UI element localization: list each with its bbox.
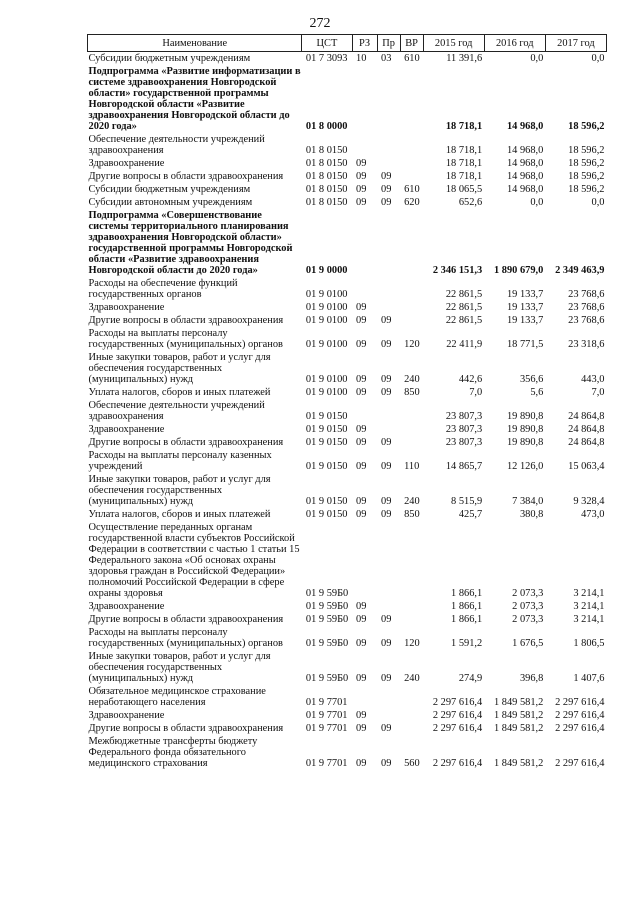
- cell-vr: [400, 399, 423, 423]
- cell-2017: 18 596,2: [568, 171, 605, 182]
- cell-rz: 09: [356, 315, 367, 326]
- cell-2017: 3 214,1: [573, 614, 605, 625]
- cell-name: Осуществление переданных органам государственной власти субъектов Российской Федерации в соответствии с частью 1 статьи 15 Федерального закона «Об основах охраны здоровья граждан в Российской Федерации» полномочий Российской Федерации в сфере охраны здоровья: [88, 522, 300, 599]
- cell-2015: 1 866,1: [451, 588, 483, 599]
- cell-2016: 380,8: [519, 509, 544, 520]
- cell-name: Расходы на выплаты персоналу государственных (муниципальных) органов: [88, 328, 283, 350]
- cell-cst: 01 9 59Б0: [305, 673, 349, 684]
- cell-name: Другие вопросы в области здравоохранения: [88, 723, 284, 734]
- cell-name: Субсидии бюджетным учреждениям: [88, 53, 251, 64]
- cell-2017: 2 297 616,4: [555, 697, 605, 708]
- cell-2017: 3 214,1: [573, 601, 605, 612]
- cell-rz: [352, 399, 377, 423]
- cell-name: Здравоохранение: [88, 158, 165, 169]
- table-row: [88, 735, 607, 770]
- cell-2017: 1 407,6: [573, 673, 605, 684]
- cell-2017: 23 768,6: [568, 302, 605, 313]
- cell-name: Уплата налогов, сборов и иных платежей: [88, 509, 271, 520]
- cell-cst: 01 9 0100: [305, 289, 348, 300]
- cell-2015: 22 861,5: [445, 289, 483, 300]
- table-row: [88, 722, 607, 735]
- cell-2016: 19 890,8: [506, 437, 544, 448]
- cell-2016: 396,8: [519, 673, 544, 684]
- cell-vr: [400, 133, 423, 157]
- table-row: [88, 626, 607, 650]
- cell-vr: 240: [404, 673, 420, 684]
- cell-2016: 18 771,5: [506, 339, 544, 350]
- cell-vr: 850: [404, 509, 420, 520]
- cell-name: Иные закупки товаров, работ и услуг для обеспечения государственных (муниципальных) нужд: [88, 474, 271, 507]
- cell-rz: [352, 65, 377, 133]
- cell-name: Здравоохранение: [88, 601, 165, 612]
- table-row: [88, 508, 607, 521]
- cell-pr: 09: [381, 171, 392, 182]
- cell-rz: 09: [356, 184, 367, 195]
- cell-rz: 09: [356, 339, 367, 350]
- cell-name: Субсидии бюджетным учреждениям: [88, 184, 251, 195]
- header-rz: РЗ: [352, 35, 377, 52]
- cell-2016: 0,0: [530, 53, 544, 64]
- cell-vr: [400, 157, 423, 170]
- cell-cst: 01 9 59Б0: [305, 614, 349, 625]
- cell-2015: 2 297 616,4: [432, 710, 483, 721]
- cell-cst: 01 9 0100: [305, 374, 348, 385]
- cell-2017: 3 214,1: [573, 588, 605, 599]
- cell-2016: 14 968,0: [506, 145, 544, 156]
- cell-vr: [400, 722, 423, 735]
- cell-2015: 425,7: [458, 509, 483, 520]
- table-row: [88, 133, 607, 157]
- header-row: [88, 35, 607, 52]
- cell-cst: 01 9 59Б0: [305, 601, 349, 612]
- cell-cst: 01 9 0150: [305, 437, 348, 448]
- cell-rz: 09: [356, 710, 367, 721]
- cell-2016: 2 073,3: [512, 588, 544, 599]
- cell-vr: 560: [404, 758, 420, 769]
- table-row: [88, 473, 607, 508]
- table-row: [88, 157, 607, 170]
- cell-2017: 18 596,2: [568, 158, 605, 169]
- cell-2017: 2 297 616,4: [555, 758, 605, 769]
- cell-name: Обеспечение деятельности учреждений здравоохранения: [88, 134, 265, 156]
- cell-pr: 09: [381, 315, 392, 326]
- cell-vr: 610: [404, 53, 420, 64]
- cell-rz: 09: [356, 723, 367, 734]
- cell-pr: 09: [381, 374, 392, 385]
- cell-2015: 18 065,5: [445, 184, 483, 195]
- cell-name: Расходы на выплаты персоналу государственных (муниципальных) органов: [88, 627, 283, 649]
- cell-2017: 24 864,8: [568, 437, 605, 448]
- table-row: [88, 170, 607, 183]
- header-pr: Пр: [377, 35, 400, 52]
- cell-2017: 7,0: [591, 387, 605, 398]
- cell-rz: [352, 521, 377, 600]
- table-row: [88, 449, 607, 473]
- cell-2015: 1 866,1: [451, 614, 483, 625]
- cell-2016: 1 849 581,2: [493, 710, 544, 721]
- table-row: [88, 209, 607, 277]
- cell-vr: [400, 685, 423, 709]
- cell-cst: 01 9 0100: [305, 339, 348, 350]
- cell-2015: 18 718,1: [445, 171, 483, 182]
- cell-pr: 09: [381, 758, 392, 769]
- cell-vr: [400, 314, 423, 327]
- cell-2017: 2 297 616,4: [555, 710, 605, 721]
- cell-rz: 10: [356, 53, 367, 64]
- cell-2015: 8 515,9: [451, 496, 483, 507]
- cell-2016: 5,6: [530, 387, 544, 398]
- cell-cst: 01 9 0150: [305, 496, 348, 507]
- table-row: [88, 521, 607, 600]
- cell-pr: 09: [381, 496, 392, 507]
- cell-name: Иные закупки товаров, работ и услуг для обеспечения государственных (муниципальных) нужд: [88, 651, 271, 684]
- table-row: [88, 386, 607, 399]
- header-2015: 2015 год: [423, 35, 484, 52]
- cell-vr: [400, 170, 423, 183]
- cell-vr: 850: [404, 387, 420, 398]
- cell-name: Другие вопросы в области здравоохранения: [88, 437, 284, 448]
- cell-2015: 23 807,3: [445, 424, 483, 435]
- cell-pr: 09: [381, 509, 392, 520]
- cell-pr: [377, 399, 400, 423]
- cell-pr: 09: [381, 387, 392, 398]
- cell-pr: 09: [381, 197, 392, 208]
- cell-2015: 2 297 616,4: [432, 758, 483, 769]
- cell-2015: 652,6: [458, 197, 483, 208]
- cell-rz: 09: [356, 638, 367, 649]
- header-2017: 2017 год: [545, 35, 606, 52]
- cell-name: Другие вопросы в области здравоохранения: [88, 614, 284, 625]
- header-name: Наименование: [88, 35, 302, 52]
- budget-table: [87, 34, 607, 770]
- cell-cst: 01 9 0100: [305, 315, 348, 326]
- table-header: [88, 35, 607, 52]
- cell-pr: 09: [381, 437, 392, 448]
- cell-2016: 1 890 679,0: [493, 265, 544, 276]
- cell-2016: 12 126,0: [506, 461, 544, 472]
- cell-2015: 1 591,2: [451, 638, 483, 649]
- cell-rz: 09: [356, 171, 367, 182]
- cell-2016: 2 073,3: [512, 601, 544, 612]
- cell-rz: 09: [356, 302, 367, 313]
- cell-vr: 120: [404, 339, 420, 350]
- cell-cst: 01 8 0150: [305, 184, 348, 195]
- cell-2016: 1 849 581,2: [493, 758, 544, 769]
- cell-vr: 240: [404, 374, 420, 385]
- cell-cst: 01 8 0150: [305, 171, 348, 182]
- cell-vr: 120: [404, 638, 420, 649]
- cell-vr: [400, 613, 423, 626]
- cell-name: Иные закупки товаров, работ и услуг для обеспечения государственных (муниципальных) нужд: [88, 352, 271, 385]
- cell-cst: 01 9 0100: [305, 387, 348, 398]
- cell-rz: 09: [356, 461, 367, 472]
- cell-2015: 18 718,1: [445, 121, 483, 132]
- cell-rz: [352, 277, 377, 301]
- cell-rz: 09: [356, 601, 367, 612]
- cell-2016: 19 890,8: [506, 424, 544, 435]
- cell-name: Другие вопросы в области здравоохранения: [88, 315, 284, 326]
- cell-cst: 01 8 0150: [305, 158, 348, 169]
- cell-cst: 01 9 59Б0: [305, 638, 349, 649]
- cell-2017: 2 349 463,9: [555, 265, 605, 276]
- table-row: [88, 52, 607, 66]
- cell-cst: 01 9 0150: [305, 461, 348, 472]
- cell-2017: 1 806,5: [573, 638, 605, 649]
- table-row: [88, 399, 607, 423]
- cell-2015: 22 411,9: [446, 339, 483, 350]
- cell-cst: 01 8 0150: [305, 145, 348, 156]
- cell-2015: 18 718,1: [445, 158, 483, 169]
- cell-2015: 22 861,5: [445, 302, 483, 313]
- header-vr: ВР: [400, 35, 423, 52]
- cell-2017: 23 318,6: [568, 339, 605, 350]
- cell-pr: 09: [381, 614, 392, 625]
- cell-vr: [400, 65, 423, 133]
- cell-cst: 01 9 0150: [305, 411, 348, 422]
- cell-2015: 2 346 151,3: [432, 265, 483, 276]
- cell-2016: 14 968,0: [506, 121, 544, 132]
- table-row: [88, 423, 607, 436]
- cell-name: Здравоохранение: [88, 424, 165, 435]
- cell-pr: 03: [381, 53, 392, 64]
- cell-name: Здравоохранение: [88, 710, 165, 721]
- cell-2016: 1 849 581,2: [493, 723, 544, 734]
- table-row: [88, 709, 607, 722]
- cell-2017: 18 596,2: [568, 121, 605, 132]
- table-row: [88, 196, 607, 209]
- cell-name: Расходы на выплаты персоналу казенных учреждений: [88, 450, 272, 472]
- cell-name: Межбюджетные трансферты бюджету Федерального фонда обязательного медицинского страхования: [88, 736, 258, 769]
- table-row: [88, 277, 607, 301]
- cell-2016: 356,6: [519, 374, 544, 385]
- cell-vr: [400, 709, 423, 722]
- header-2016: 2016 год: [484, 35, 545, 52]
- cell-rz: [352, 685, 377, 709]
- cell-rz: 09: [356, 387, 367, 398]
- table-body: [88, 52, 607, 771]
- cell-vr: [400, 600, 423, 613]
- cell-pr: 09: [381, 723, 392, 734]
- cell-2015: 14 865,7: [445, 461, 483, 472]
- cell-cst: 01 9 0100: [305, 302, 348, 313]
- table-row: [88, 327, 607, 351]
- cell-2015: 23 807,3: [445, 411, 483, 422]
- cell-rz: 09: [356, 614, 367, 625]
- cell-2016: 0,0: [530, 197, 544, 208]
- cell-2017: 443,0: [581, 374, 605, 385]
- header-cst: ЦСТ: [302, 35, 352, 52]
- cell-2017: 473,0: [581, 509, 605, 520]
- table-row: [88, 314, 607, 327]
- cell-name: Другие вопросы в области здравоохранения: [88, 171, 284, 182]
- cell-name: Расходы на обеспечение функций государственных органов: [88, 278, 238, 300]
- cell-rz: 09: [356, 496, 367, 507]
- cell-cst: 01 9 7701: [305, 723, 348, 734]
- cell-2016: 1 676,5: [512, 638, 544, 649]
- cell-rz: 09: [356, 374, 367, 385]
- cell-2015: 23 807,3: [445, 437, 483, 448]
- cell-rz: [352, 209, 377, 277]
- cell-cst: 01 7 3093: [305, 53, 348, 64]
- cell-pr: 09: [381, 184, 392, 195]
- cell-name: Уплата налогов, сборов и иных платежей: [88, 387, 271, 398]
- cell-2017: 15 063,4: [568, 461, 605, 472]
- cell-vr: [400, 277, 423, 301]
- cell-vr: [400, 301, 423, 314]
- cell-2017: 18 596,2: [568, 184, 605, 195]
- cell-2016: 14 968,0: [506, 184, 544, 195]
- table-row: [88, 436, 607, 449]
- cell-vr: 620: [404, 197, 420, 208]
- cell-rz: 09: [356, 437, 367, 448]
- table-row: [88, 613, 607, 626]
- table-row: [88, 65, 607, 133]
- cell-2015: 2 297 616,4: [432, 723, 483, 734]
- table-row: [88, 650, 607, 685]
- cell-pr: [377, 600, 400, 613]
- cell-rz: 09: [356, 424, 367, 435]
- cell-rz: 09: [356, 673, 367, 684]
- cell-2017: 24 864,8: [568, 411, 605, 422]
- cell-2017: 9 328,4: [573, 496, 605, 507]
- cell-pr: 09: [381, 638, 392, 649]
- cell-pr: 09: [381, 673, 392, 684]
- cell-cst: 01 9 59Б0: [305, 588, 349, 599]
- cell-cst: 01 9 0150: [305, 509, 348, 520]
- cell-pr: [377, 65, 400, 133]
- cell-name: Подпрограмма «Развитие информатизации в системе здравоохранения Новгородской области» государственной программы Новгородской области «Развитие здравоохранения Новгородской области до 2020 года»: [88, 66, 301, 132]
- table-row: [88, 351, 607, 386]
- cell-cst: 01 8 0150: [305, 197, 348, 208]
- cell-rz: 09: [356, 197, 367, 208]
- cell-vr: 610: [404, 184, 420, 195]
- table-row: [88, 600, 607, 613]
- cell-cst: 01 8 0000: [305, 121, 348, 132]
- cell-2017: 23 768,6: [568, 315, 605, 326]
- cell-pr: [377, 133, 400, 157]
- cell-pr: 09: [381, 461, 392, 472]
- cell-2017: 2 297 616,4: [555, 723, 605, 734]
- cell-2016: 1 849 581,2: [493, 697, 544, 708]
- cell-pr: [377, 521, 400, 600]
- cell-pr: [377, 157, 400, 170]
- cell-pr: 09: [381, 339, 392, 350]
- cell-2016: 19 890,8: [506, 411, 544, 422]
- cell-pr: [377, 685, 400, 709]
- cell-vr: 110: [404, 461, 420, 472]
- cell-cst: 01 9 7701: [305, 758, 348, 769]
- cell-2017: 0,0: [591, 53, 605, 64]
- cell-2015: 2 297 616,4: [432, 697, 483, 708]
- cell-2016: 19 133,7: [506, 315, 544, 326]
- cell-cst: 01 9 7701: [305, 710, 348, 721]
- cell-2017: 23 768,6: [568, 289, 605, 300]
- cell-2015: 1 866,1: [451, 601, 483, 612]
- cell-cst: 01 9 0000: [305, 265, 348, 276]
- cell-pr: [377, 209, 400, 277]
- cell-2016: 14 968,0: [506, 171, 544, 182]
- cell-2015: 11 391,6: [446, 53, 483, 64]
- cell-pr: [377, 423, 400, 436]
- page-number: 272: [309, 16, 331, 31]
- cell-cst: 01 9 7701: [305, 697, 348, 708]
- cell-rz: [352, 133, 377, 157]
- cell-2017: 24 864,8: [568, 424, 605, 435]
- table-row: [88, 301, 607, 314]
- cell-vr: [400, 423, 423, 436]
- table-row: [88, 183, 607, 196]
- cell-2015: 22 861,5: [445, 315, 483, 326]
- cell-rz: 09: [356, 758, 367, 769]
- cell-2017: 0,0: [591, 197, 605, 208]
- cell-2015: 7,0: [469, 387, 483, 398]
- cell-rz: 09: [356, 158, 367, 169]
- cell-name: Обеспечение деятельности учреждений здравоохранения: [88, 400, 265, 422]
- cell-name: Подпрограмма «Совершенствование системы территориального планирования здравоохранения Новгородской области» государственной программы Новгородской области «Развитие здравоохранения Новгородской области до 2020 года»: [88, 210, 293, 276]
- cell-name: Здравоохранение: [88, 302, 165, 313]
- cell-2017: 18 596,2: [568, 145, 605, 156]
- cell-cst: 01 9 0150: [305, 424, 348, 435]
- cell-name: Субсидии автономным учреждениям: [88, 197, 253, 208]
- cell-name: Обязательное медицинское страхование неработающего населения: [88, 686, 266, 708]
- cell-vr: [400, 521, 423, 600]
- table-row: [88, 685, 607, 709]
- cell-2016: 14 968,0: [506, 158, 544, 169]
- cell-2015: 18 718,1: [445, 145, 483, 156]
- cell-rz: 09: [356, 509, 367, 520]
- cell-2015: 442,6: [458, 374, 483, 385]
- cell-vr: [400, 209, 423, 277]
- cell-pr: [377, 277, 400, 301]
- cell-2015: 274,9: [458, 673, 483, 684]
- cell-2016: 19 133,7: [506, 302, 544, 313]
- cell-2016: 7 384,0: [512, 496, 544, 507]
- cell-2016: 2 073,3: [512, 614, 544, 625]
- cell-vr: 240: [404, 496, 420, 507]
- cell-pr: [377, 709, 400, 722]
- cell-vr: [400, 436, 423, 449]
- cell-2016: 19 133,7: [506, 289, 544, 300]
- cell-pr: [377, 301, 400, 314]
